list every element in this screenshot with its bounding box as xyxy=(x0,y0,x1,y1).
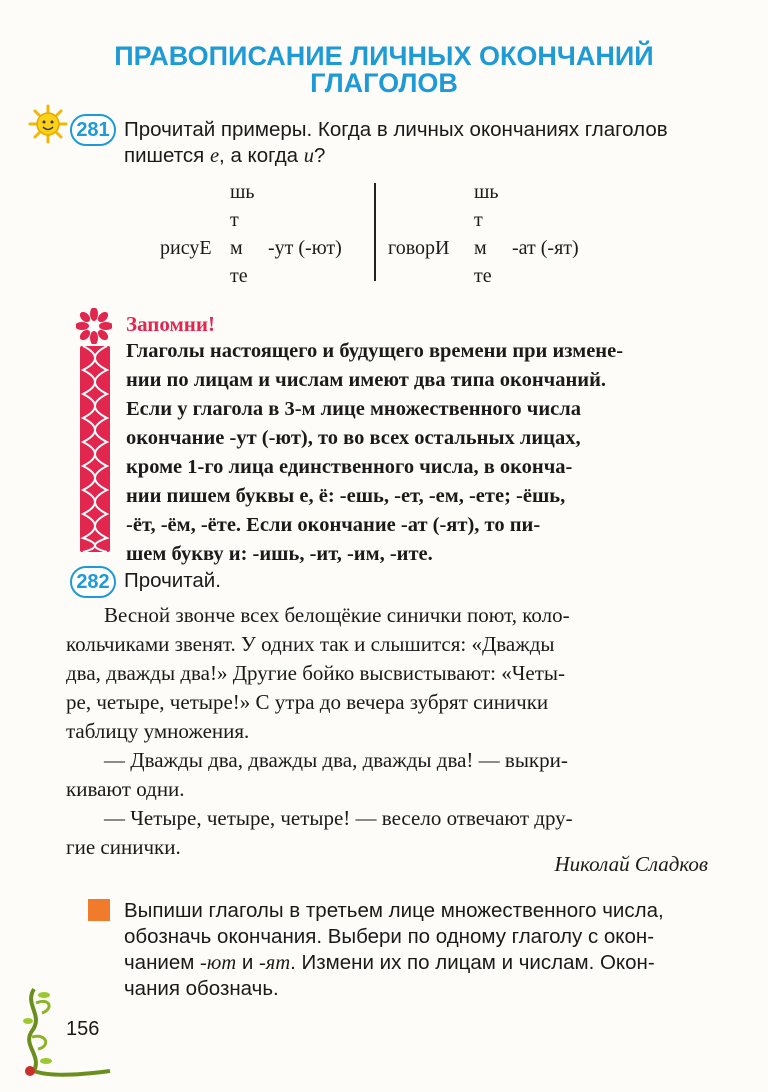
sun-icon xyxy=(28,104,68,144)
left-endings: шь т м те xyxy=(230,181,255,287)
right-plural-ending: -ат (-ят) xyxy=(512,237,579,259)
page-title-line1: ПРАВОПИСАНИЕ ЛИЧНЫХ ОКОНЧАНИЙ xyxy=(114,41,654,71)
page-title-line2: ГЛАГОЛОВ xyxy=(310,68,458,98)
story-text: Весной звонче всех белощёкие синички поют, коло- кольчиками звенят. У одних так и слышится: «Дважды два, дважды два!» Другие бойко высвистывают: «Четы- ре, четыре, четыре!» С утра до вечера зубрят синички таблицу умножения. — Дважды два, дважды два, дважды два! — выкри- кивают одни. — Четыре, четыре, четыре! — весело отвечают дру- гие синички. xyxy=(66,603,573,859)
left-stem: рисуЕ xyxy=(160,237,212,259)
right-stem: говорИ xyxy=(388,237,450,259)
left-plural-ending: -ут (-ют) xyxy=(268,237,342,259)
memo-text: Глаголы настоящего и будущего времени при измене- нии по лицам и числам имеют два типа окончаний. Если у глагола в 3-м лице множественного числа окончание -ут (-ют), то во всех остальных лицах, кроме 1-го лица единственного числа, в оконча- нии пишем буквы е, ё: -ешь, -ет, -ем, -ете; -ёшь, -ёт, -ём, -ёте. Если окончание -ат (-ят), то пи- шем букву и: -ишь, -ит, -им, -ите. xyxy=(126,340,624,565)
ex282-instruction: Прочитай. xyxy=(124,569,221,592)
author-name: Николай Сладков xyxy=(554,852,708,876)
ex281-instruction: Прочитай примеры. Когда в личных окончаниях глаголов пишется е, а когда и? xyxy=(124,118,668,167)
braid-ornament xyxy=(80,346,110,552)
exercise-number-282: 282 xyxy=(70,566,116,598)
task-text: Выпиши глаголы в третьем лице множественного числа, обозначь окончания. Выбери по одному глаголу с окон- чанием -ют и -ят. Измени их по лицам и числам. Окон- чания обозначь. xyxy=(124,899,664,1000)
exercise-number-281: 281 xyxy=(70,114,116,146)
right-endings: шь т м те xyxy=(474,181,499,287)
flower-icon xyxy=(76,308,112,344)
page-number: 156 xyxy=(66,1018,100,1040)
table-divider xyxy=(374,183,376,281)
task-marker xyxy=(88,899,110,921)
memo-heading: Запомни! xyxy=(126,312,216,336)
